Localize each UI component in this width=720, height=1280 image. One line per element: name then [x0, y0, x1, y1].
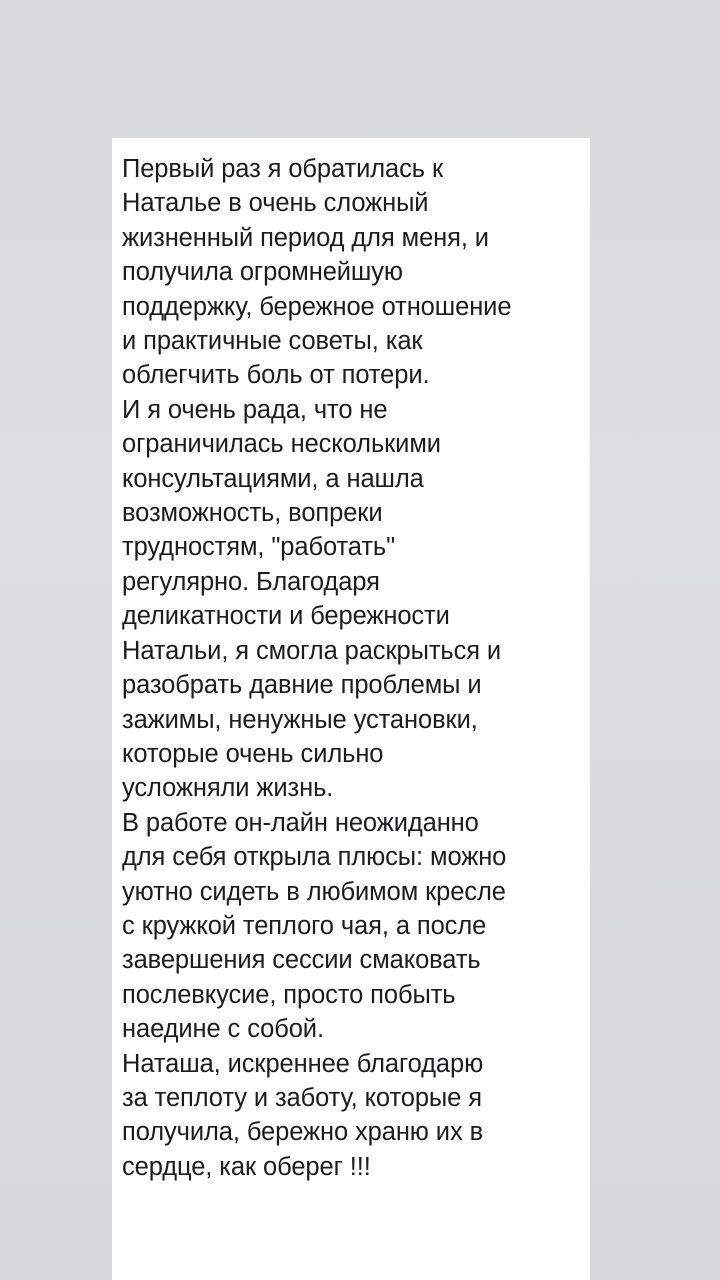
message-line: которые очень сильно	[122, 739, 384, 768]
message-line: трудностям, "работать"	[122, 533, 396, 562]
message-card	[112, 138, 590, 1280]
message-line: облегчить боль от потери.	[122, 361, 430, 390]
message-line: регулярно. Благодаря	[122, 567, 380, 596]
message-line: усложняли жизнь.	[122, 774, 334, 803]
message-line: Наталье в очень сложный	[122, 189, 429, 218]
message-text	[122, 152, 590, 1184]
message-line: получила огромнейшую	[122, 258, 403, 287]
message-line: В работе он-лайн неожиданно	[122, 808, 479, 837]
message-line: и практичные советы, как	[122, 327, 423, 356]
message-line: уютно сидеть в любимом кресле	[122, 877, 506, 906]
message-line: Первый раз я обратилась к	[122, 155, 443, 183]
message-line: за теплоту и заботу, которые я	[122, 1083, 482, 1112]
message-line: завершения сессии смаковать	[122, 946, 481, 975]
message-line: возможность, вопреки	[122, 499, 383, 528]
message-line: сердце, как оберег !!!	[122, 1152, 371, 1181]
message-line: консультациями, а нашла	[122, 464, 424, 493]
message-line: наедине с собой.	[122, 1015, 324, 1044]
message-line: послевкусие, просто побыть	[122, 980, 456, 1009]
message-line: с кружкой теплого чая, а после	[122, 911, 487, 940]
message-line: для себя открыла плюсы: можно	[122, 843, 507, 872]
message-line: И я очень рада, что не	[122, 395, 388, 424]
message-line: Натальи, я смогла раскрыться и	[122, 636, 502, 665]
message-line: разобрать давние проблемы и	[122, 671, 482, 700]
message-line: ограничилась несколькими	[122, 430, 441, 459]
message-line: зажимы, ненужные установки,	[122, 705, 478, 734]
message-line: получила, бережно храню их в	[122, 1118, 484, 1147]
message-line: жизненный период для меня, и	[122, 223, 489, 252]
message-line: поддержку, бережное отношение	[122, 292, 512, 321]
message-line: Наташа, искреннее благодарю	[122, 1049, 484, 1078]
message-line: деликатности и бережности	[122, 602, 450, 631]
